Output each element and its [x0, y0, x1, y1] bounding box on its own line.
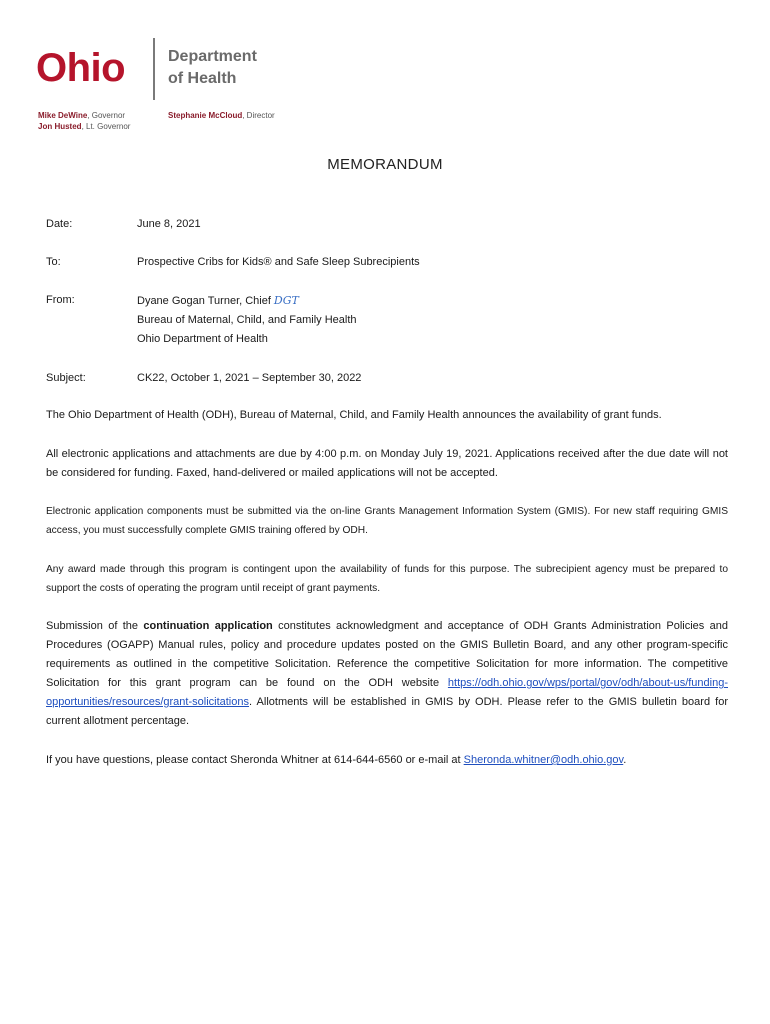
director-name: Stephanie McCloud: [168, 111, 243, 120]
lt-governor-name: Jon Husted: [38, 122, 82, 131]
date-value: June 8, 2021: [137, 218, 201, 230]
p5-text-c: . Allotments will be established in GMIS by ODH. Please refer to the GMIS bulletin board for current allotment percentage.: [46, 696, 728, 727]
subject-value: CK22, October 1, 2021 – September 30, 2022: [137, 372, 362, 384]
subject-label: Subject:: [46, 372, 86, 384]
p5-text-b: constitutes acknowledgment and acceptance of ODH Grants Administration Policies and Procedures (OGAPP) Manual rules, policy and procedure updates posted on the GMIS Bulletin Board, and any other program-specific requirements as outlined in the competitive Solicitation. Reference the competitive Solicitation for more information. The competitive Solicitation for this grant program can be found on the ODH website: [46, 620, 728, 689]
paragraph-deadline: All electronic applications and attachments are due by 4:00 p.m. on Monday July 19, 2021. Applications received after the due date will not be considered for funding. Faxed, hand-delivered or mailed applications will not be accepted.: [46, 448, 728, 479]
paragraph-contact: [46, 751, 728, 770]
signature-initials: DGT: [273, 294, 299, 307]
continuation-application-bold: continuation application: [143, 620, 273, 632]
from-line-1: [137, 291, 357, 311]
memo-title: MEMORANDUM: [327, 156, 443, 173]
governor-title: , Governor: [87, 111, 126, 120]
p5-text-a: Submission of the: [46, 620, 144, 632]
grant-solicitations-link[interactable]: https://odh.ohio.gov/wps/portal/gov/odh/about-us/funding-opportunities/resources/grant-solicitations: [46, 677, 728, 708]
director-block: [168, 110, 275, 121]
p6-text-b: .: [623, 754, 627, 766]
from-line-3: Ohio Department of Health: [137, 333, 268, 345]
paragraph-announcement: The Ohio Department of Health (ODH), Bureau of Maternal, Child, and Family Health announces the availability of grant funds.: [46, 409, 662, 421]
from-line-2: Bureau of Maternal, Child, and Family Health: [137, 314, 357, 326]
ohio-logo: Ohio: [36, 46, 126, 90]
department-line-1: Department: [168, 48, 257, 65]
department-name: [168, 46, 257, 90]
governor-name: Mike DeWine: [38, 111, 88, 120]
to-label: To:: [46, 256, 61, 268]
lt-governor-line: [38, 121, 130, 132]
director-title: , Director: [242, 111, 275, 120]
from-name: Dyane Gogan Turner, Chief: [137, 295, 271, 307]
paragraph-continuation: [46, 617, 728, 731]
paragraph-funding: Any award made through this program is contingent upon the availability of funds for this purpose. The subrecipient agency must be prepared to support the costs of operating the program until receipt of grant payments.: [46, 564, 728, 594]
date-label: Date:: [46, 218, 73, 230]
letterhead-divider: [153, 38, 155, 100]
governor-block: [38, 110, 130, 132]
to-value: Prospective Cribs for Kids® and Safe Sleep Subrecipients: [137, 256, 420, 268]
lt-governor-title: , Lt. Governor: [81, 122, 131, 131]
from-label: From:: [46, 294, 75, 306]
paragraph-gmis: Electronic application components must be submitted via the on-line Grants Management Information System (GMIS). For new staff requiring GMIS access, you must successfully complete GMIS training offered by ODH.: [46, 506, 728, 536]
from-block: [137, 291, 357, 349]
department-line-2: of Health: [168, 70, 237, 87]
p6-text-a: If you have questions, please contact Sheronda Whitner at 614-644-6560 or e-mail at: [46, 754, 464, 766]
contact-email-link[interactable]: Sheronda.whitner@odh.ohio.gov: [463, 754, 624, 766]
governor-line: [38, 110, 130, 121]
